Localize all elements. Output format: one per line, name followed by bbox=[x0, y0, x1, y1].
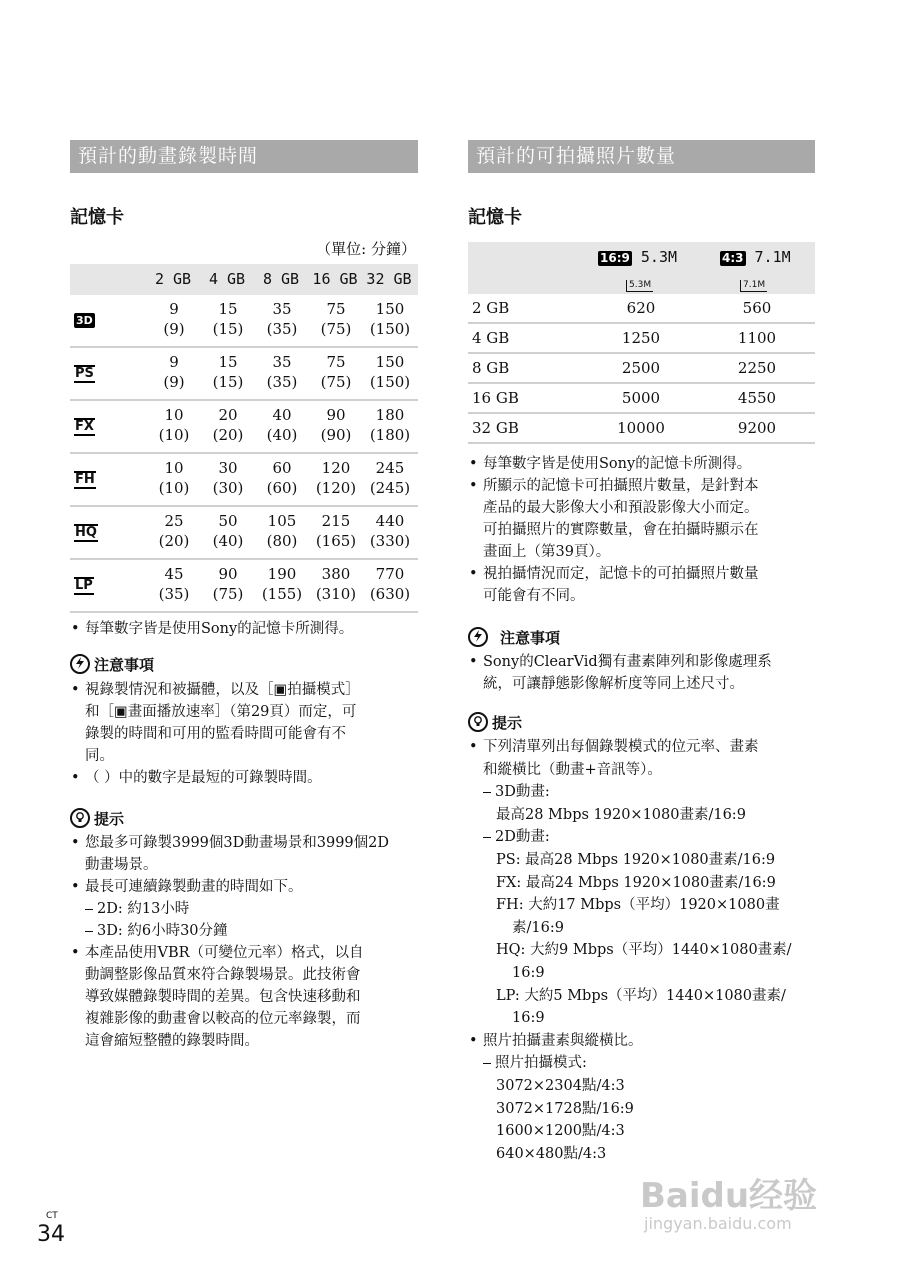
table-cell bbox=[308, 352, 364, 392]
table-cell: 4 GB bbox=[472, 329, 510, 347]
cell-value: 40 bbox=[272, 406, 292, 424]
table-row bbox=[70, 295, 418, 348]
sub-item-cont: 640×480點/4:3 bbox=[496, 1145, 607, 1162]
mode-fx-icon: FX bbox=[75, 419, 94, 434]
caution-heading bbox=[468, 627, 560, 649]
table-cell: 620 bbox=[626, 299, 656, 317]
cell-min-value: (330) bbox=[369, 532, 411, 550]
cell-min-value: (9) bbox=[163, 320, 185, 338]
table-row bbox=[70, 454, 418, 507]
sub-item-cont: FX: 最高24 Mbps 1920×1080畫素/16:9 bbox=[496, 874, 776, 891]
cell-value: 9 bbox=[169, 353, 179, 371]
header-2gb: 2 GB bbox=[154, 270, 192, 288]
cell-min-value: (90) bbox=[320, 426, 352, 444]
cell-min-value: (80) bbox=[266, 532, 298, 550]
table-cell bbox=[254, 564, 310, 604]
cell-min-value: (180) bbox=[369, 426, 411, 444]
tip-list bbox=[468, 736, 815, 1165]
cell-value: 50 bbox=[218, 512, 238, 530]
table-cell: 4550 bbox=[737, 389, 777, 407]
list-item: • （ ）中的數字是最短的可錄製時間。 bbox=[70, 767, 418, 789]
cell-value: 105 bbox=[267, 512, 297, 530]
cell-min-value: (15) bbox=[212, 320, 244, 338]
table-cell: 2500 bbox=[621, 359, 661, 377]
table-cell: 10000 bbox=[617, 419, 665, 437]
cell-value: 380 bbox=[321, 565, 351, 583]
cell-value: 90 bbox=[218, 565, 238, 583]
table-cell: 32 GB bbox=[472, 419, 519, 437]
cell-min-value: (15) bbox=[212, 373, 244, 391]
table-cell bbox=[308, 511, 364, 551]
table-cell bbox=[254, 458, 310, 498]
tip-heading bbox=[70, 808, 124, 830]
table-cell bbox=[146, 299, 202, 339]
list-item: • 每筆數字皆是使用Sony的記憶卡所測得。 bbox=[70, 618, 418, 640]
table-cell bbox=[308, 564, 364, 604]
cell-min-value: (20) bbox=[212, 426, 244, 444]
cell-value: 35 bbox=[272, 353, 292, 371]
list-item: • 視拍攝情況而定，記憶卡的可拍攝照片數量 bbox=[468, 563, 815, 585]
cell-value: 15 bbox=[218, 300, 238, 318]
col1-size: 5.3M bbox=[640, 248, 678, 266]
cell-min-value: (165) bbox=[315, 532, 357, 550]
header-4gb: 4 GB bbox=[208, 270, 246, 288]
table-cell bbox=[254, 299, 310, 339]
table-cell: 5000 bbox=[621, 389, 661, 407]
list-item-cont: 和縱橫比（動畫+音訊等）。 bbox=[483, 761, 662, 778]
caution-title: 注意事項 bbox=[94, 656, 155, 674]
sub-item-cont: 素/16:9 bbox=[512, 919, 564, 936]
cell-value: 150 bbox=[375, 353, 405, 371]
mode-ps-icon: PS bbox=[75, 366, 94, 381]
sub-item: 3D: 約6小時30分鐘 bbox=[70, 920, 418, 942]
header-8gb: 8 GB bbox=[262, 270, 300, 288]
table-cell bbox=[200, 511, 256, 551]
cell-min-value: (9) bbox=[163, 373, 185, 391]
tip-title: 提示 bbox=[492, 714, 523, 732]
caution-title: 注意事項 bbox=[500, 629, 561, 647]
list-item: • 照片拍攝畫素與縱橫比。 bbox=[468, 1030, 815, 1053]
table-cell bbox=[362, 352, 418, 392]
table-header bbox=[70, 264, 418, 295]
watermark-logo: Baidu经验 bbox=[640, 1176, 818, 1216]
sub-item: 照片拍攝模式: bbox=[468, 1052, 815, 1075]
sub-item-cont: 16:9 bbox=[512, 964, 545, 981]
sub-item-cont: LP: 大約5 Mbps（平均）1440×1080畫素/ bbox=[496, 987, 786, 1004]
list-item-cont: 和［▣畫面播放速率］（第29頁）而定，可 bbox=[85, 704, 357, 720]
col1-size-icon: 5.3M bbox=[626, 272, 653, 292]
list-item: • 每筆數字皆是使用Sony的記憶卡所測得。 bbox=[468, 453, 815, 475]
mode-fh-icon: FH bbox=[75, 472, 95, 487]
sub-item: 2D動畫: bbox=[468, 826, 815, 849]
cell-value: 35 bbox=[272, 300, 292, 318]
table-row bbox=[70, 401, 418, 454]
mode-lp-icon: LP bbox=[75, 578, 93, 593]
sub-item-cont: FH: 大約17 Mbps（平均）1920×1080畫 bbox=[496, 897, 780, 914]
table-cell bbox=[362, 564, 418, 604]
sub-item-cont: PS: 最高28 Mbps 1920×1080畫素/16:9 bbox=[496, 851, 776, 868]
caution-list bbox=[468, 651, 815, 695]
table-cell bbox=[146, 511, 202, 551]
cell-min-value: (10) bbox=[158, 479, 190, 497]
cell-min-value: (310) bbox=[315, 585, 357, 603]
table-cell bbox=[254, 405, 310, 445]
list-item: • 本產品使用VBR（可變位元率）格式，以自 bbox=[70, 942, 418, 964]
cell-value: 75 bbox=[326, 353, 346, 371]
sub-item-cont: 3072×1728點/16:9 bbox=[496, 1100, 634, 1117]
cell-min-value: (120) bbox=[315, 479, 357, 497]
memory-card-heading: 記憶卡 bbox=[70, 207, 124, 228]
mode-hq-icon: HQ bbox=[75, 525, 97, 540]
cell-value: 10 bbox=[164, 406, 184, 424]
cell-min-value: (150) bbox=[369, 373, 411, 391]
table-cell bbox=[362, 511, 418, 551]
list-item-cont: 畫面上（第39頁）。 bbox=[483, 544, 611, 560]
sub-item-cont: 3072×2304點/4:3 bbox=[496, 1077, 625, 1094]
recording-time-table bbox=[70, 264, 418, 613]
header-32gb: 32 GB bbox=[366, 270, 412, 288]
cell-value: 15 bbox=[218, 353, 238, 371]
cell-min-value: (10) bbox=[158, 426, 190, 444]
note-list bbox=[70, 618, 418, 640]
cell-min-value: (35) bbox=[158, 585, 190, 603]
table-cell bbox=[308, 458, 364, 498]
table-cell bbox=[308, 299, 364, 339]
sub-item-cont: 1600×1200點/4:3 bbox=[496, 1123, 625, 1140]
cell-value: 60 bbox=[272, 459, 292, 477]
table-row bbox=[70, 348, 418, 401]
tip-title: 提示 bbox=[94, 810, 125, 828]
film-icon: ▣ bbox=[273, 682, 288, 698]
cell-min-value: (40) bbox=[212, 532, 244, 550]
cell-min-value: (630) bbox=[369, 585, 411, 603]
cell-min-value: (20) bbox=[158, 532, 190, 550]
list-item-cont: 導致媒體錄製時間的差異。包含快速移動和 bbox=[85, 989, 361, 1005]
table-row bbox=[468, 384, 815, 414]
table-cell bbox=[254, 511, 310, 551]
col1-header bbox=[598, 248, 677, 266]
table-cell bbox=[200, 299, 256, 339]
table-cell bbox=[146, 352, 202, 392]
table-cell: 8 GB bbox=[472, 359, 510, 377]
cell-value: 770 bbox=[375, 565, 405, 583]
list-item-cont: 可拍攝照片的實際數量，會在拍攝時顯示在 bbox=[483, 522, 759, 538]
cell-value: 215 bbox=[321, 512, 351, 530]
table-cell bbox=[308, 405, 364, 445]
unit-label: （單位: 分鐘） bbox=[316, 240, 416, 258]
cell-value: 440 bbox=[375, 512, 405, 530]
table-cell: 9200 bbox=[737, 419, 777, 437]
caution-icon bbox=[70, 654, 90, 674]
memory-card-heading: 記憶卡 bbox=[468, 207, 522, 228]
table-cell bbox=[200, 352, 256, 392]
sub-item-cont: 最高28 Mbps 1920×1080畫素/16:9 bbox=[496, 806, 746, 823]
cell-min-value: (40) bbox=[266, 426, 298, 444]
caution-icon bbox=[468, 627, 488, 647]
list-item-cont: 這會縮短整體的錄製時間。 bbox=[85, 1033, 259, 1049]
cell-value: 90 bbox=[326, 406, 346, 424]
list-item-cont: 錄製的時間和可用的監看時間可能會有不 bbox=[85, 726, 346, 742]
cell-value: 75 bbox=[326, 300, 346, 318]
cell-min-value: (75) bbox=[212, 585, 244, 603]
tip-heading bbox=[468, 712, 522, 734]
cell-value: 180 bbox=[375, 406, 405, 424]
cell-value: 30 bbox=[218, 459, 238, 477]
cell-min-value: (155) bbox=[261, 585, 303, 603]
table-cell: 560 bbox=[742, 299, 772, 317]
table-row bbox=[468, 294, 815, 324]
table-cell: 2250 bbox=[737, 359, 777, 377]
table-cell bbox=[146, 564, 202, 604]
watermark-url: jingyan.baidu.com bbox=[644, 1214, 792, 1233]
sub-item: 3D動畫: bbox=[468, 781, 815, 804]
list-item: • 您最多可錄製3999個3D動畫場景和3999個2D bbox=[70, 832, 418, 854]
note-list bbox=[468, 453, 815, 607]
page-number: 34 bbox=[37, 1222, 65, 1247]
cell-min-value: (35) bbox=[266, 320, 298, 338]
table-cell bbox=[200, 405, 256, 445]
list-item-cont: 可能會有不同。 bbox=[483, 588, 585, 604]
list-item: • 最長可連續錄製動畫的時間如下。 bbox=[70, 876, 418, 898]
list-item-cont: 同。 bbox=[85, 748, 114, 764]
cell-value: 45 bbox=[164, 565, 184, 583]
col2-size: 7.1M bbox=[754, 248, 791, 266]
col2-size-icon: 7.1M bbox=[740, 272, 767, 292]
list-item-cont: 統，可讓靜態影像解析度等同上述尺寸。 bbox=[483, 676, 744, 692]
table-cell bbox=[200, 458, 256, 498]
lightbulb-icon bbox=[70, 808, 90, 828]
film-icon: ▣ bbox=[114, 704, 128, 720]
table-row bbox=[468, 324, 815, 354]
table-cell: 1100 bbox=[737, 329, 777, 347]
photo-count-banner: 預計的可拍攝照片數量 bbox=[468, 140, 815, 173]
table-header bbox=[468, 242, 815, 294]
sub-item-cont: HQ: 大約9 Mbps（平均）1440×1080畫素/ bbox=[496, 942, 792, 959]
cell-value: 25 bbox=[164, 512, 184, 530]
language-code: CT bbox=[46, 1211, 58, 1221]
cell-min-value: (60) bbox=[266, 479, 298, 497]
list-item: • Sony的ClearVid獨有畫素陣列和影像處理系 bbox=[468, 651, 815, 673]
cell-min-value: (75) bbox=[320, 320, 352, 338]
caution-list bbox=[70, 679, 418, 789]
watermark bbox=[640, 1160, 840, 1250]
list-item: • 下列清單列出每個錄製模式的位元率、畫素 bbox=[468, 736, 815, 759]
photo-count-table bbox=[468, 242, 815, 444]
list-item-cont: 產品的最大影像大小和預設影像大小而定。 bbox=[483, 500, 759, 516]
aspect-16-9-icon: 16:9 bbox=[600, 251, 630, 265]
list-item-cont: 動調整影像品質來符合錄製場景。此技術會 bbox=[85, 967, 361, 983]
table-cell bbox=[362, 458, 418, 498]
cell-value: 20 bbox=[218, 406, 238, 424]
cell-min-value: (245) bbox=[369, 479, 411, 497]
recording-time-banner: 預計的動畫錄製時間 bbox=[70, 140, 418, 173]
table-cell bbox=[362, 299, 418, 339]
table-cell bbox=[362, 405, 418, 445]
cell-value: 9 bbox=[169, 300, 179, 318]
mode-3d-icon: 3D bbox=[76, 314, 93, 327]
lightbulb-icon bbox=[468, 712, 488, 732]
cell-min-value: (150) bbox=[369, 320, 411, 338]
caution-heading bbox=[70, 654, 154, 676]
table-cell: 2 GB bbox=[472, 299, 510, 317]
list-item-cont: 動畫場景。 bbox=[85, 857, 158, 873]
table-cell bbox=[146, 458, 202, 498]
list-item: • 所顯示的記憶卡可拍攝照片數量，是針對本 bbox=[468, 475, 815, 497]
cell-min-value: (30) bbox=[212, 479, 244, 497]
list-item: • 視錄製情況和被攝體，以及［▣拍攝模式］ bbox=[70, 679, 418, 701]
tip-list bbox=[70, 832, 418, 1052]
aspect-4-3-icon: 4:3 bbox=[722, 251, 744, 265]
cell-value: 150 bbox=[375, 300, 405, 318]
table-cell: 16 GB bbox=[472, 389, 519, 407]
table-cell: 1250 bbox=[621, 329, 661, 347]
table-cell bbox=[254, 352, 310, 392]
cell-value: 245 bbox=[375, 459, 405, 477]
cell-min-value: (35) bbox=[266, 373, 298, 391]
list-item-cont: 複雜影像的動畫會以較高的位元率錄製，而 bbox=[85, 1011, 361, 1027]
cell-value: 10 bbox=[164, 459, 184, 477]
header-16gb: 16 GB bbox=[312, 270, 358, 288]
sub-item-cont: 16:9 bbox=[512, 1010, 545, 1027]
table-row bbox=[70, 507, 418, 560]
col2-header bbox=[720, 248, 791, 266]
table-row bbox=[468, 414, 815, 444]
table-row bbox=[468, 354, 815, 384]
sub-item: 2D: 約13小時 bbox=[70, 898, 418, 920]
table-cell bbox=[146, 405, 202, 445]
table-cell bbox=[200, 564, 256, 604]
cell-value: 190 bbox=[267, 565, 297, 583]
table-row bbox=[70, 560, 418, 613]
cell-min-value: (75) bbox=[320, 373, 352, 391]
cell-value: 120 bbox=[321, 459, 351, 477]
